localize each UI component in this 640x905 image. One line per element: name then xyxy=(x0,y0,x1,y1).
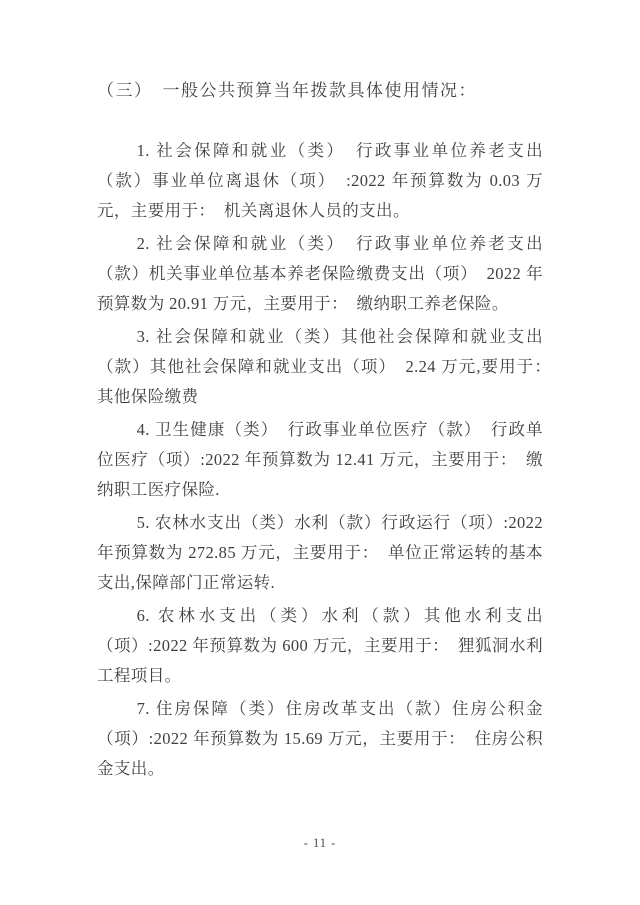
budget-item-paragraph: 2. 社会保障和就业（类） 行政事业单位养老支出（款）机关事业单位基本养老保险缴费支出（项） 2022 年预算数为 20.91 万元，主要用于： 缴纳职工养老保险。 xyxy=(97,234,543,313)
budget-item-paragraph: 4. 卫生健康（类） 行政事业单位医疗（款） 行政单位医疗（项）:2022 年预算数为 12.41 万元，主要用于： 缴纳职工医疗保险. xyxy=(97,420,543,499)
budget-item-paragraph: 6. 农林水支出（类）水利（款）其他水利支出（项）:2022 年预算数为 600 万元，主要用于： 狸狐洞水利工程项目。 xyxy=(97,606,543,685)
page-number: - 11 - xyxy=(303,836,337,850)
budget-item-paragraph: 7. 住房保障（类）住房改革支出（款）住房公积金（项）:2022 年预算数为 15.69 万元，主要用于： 住房公积金支出。 xyxy=(97,699,543,778)
budget-item-paragraph: 5. 农林水支出（类）水利（款）行政运行（项）:2022 年预算数为 272.85 万元，主要用于： 单位正常运转的基本支出,保障部门正常运转. xyxy=(97,513,543,592)
document-body xyxy=(97,136,560,787)
budget-item-paragraph: 1. 社会保障和就业（类） 行政事业单位养老支出（款）事业单位离退休（项） :2022 年预算数为 0.03 万元，主要用于： 机关离退休人员的支出。 xyxy=(97,141,543,220)
budget-item-paragraph: 3. 社会保障和就业（类）其他社会保障和就业支出（款）其他社会保障和就业支出（项） 2.24 万元,要用于： 其他保险缴费 xyxy=(97,327,560,406)
section-heading: （三） 一般公共预算当年拨款具体使用情况： xyxy=(97,81,477,100)
